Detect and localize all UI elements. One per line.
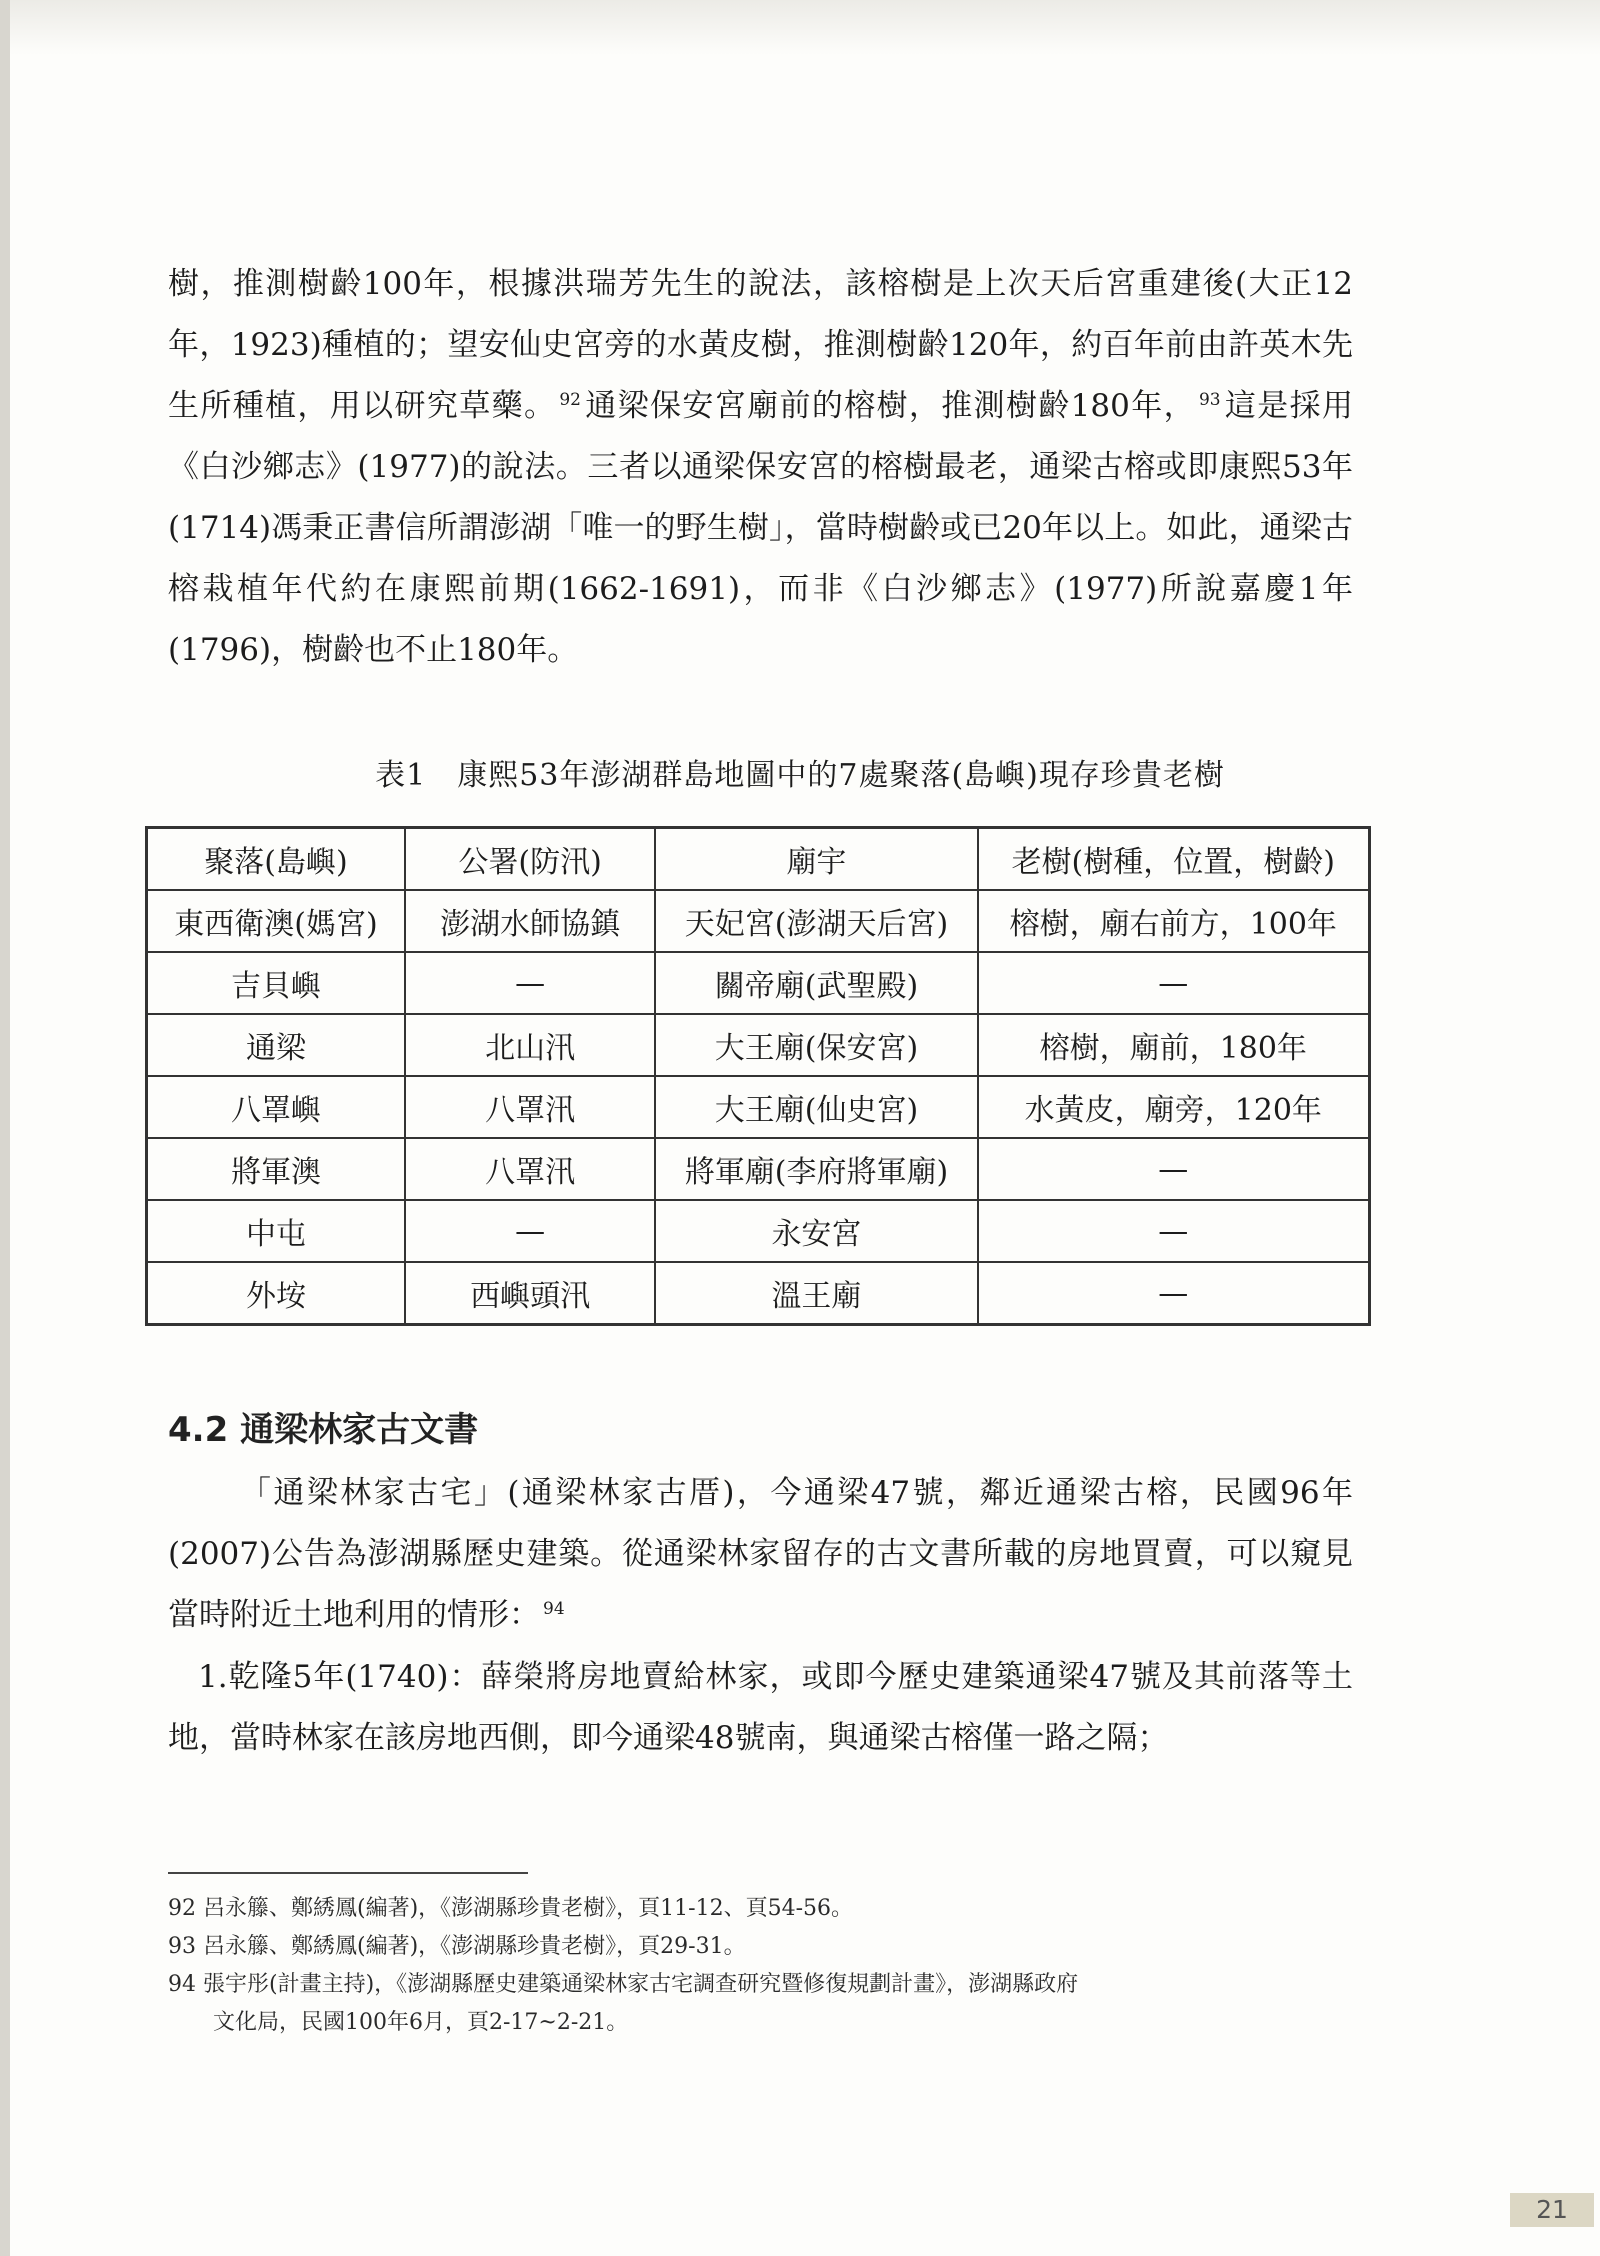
body-paragraph-3: 1.乾隆5年(1740)：薛榮將房地賣給林家，或即今歷史建築通梁47號及其前落等土地，當時林家在該房地西側，即今通梁48號南，與通梁古榕僅一路之隔； bbox=[168, 1659, 1353, 1756]
footnotes bbox=[168, 1890, 1353, 2042]
footnote-ref-94[interactable]: 94 bbox=[543, 1599, 565, 1619]
body-paragraph-2 bbox=[168, 1463, 1353, 1646]
paragraph-text: 通梁保安宮廟前的榕樹，推測樹齡180年， bbox=[583, 388, 1196, 424]
table-cell: — bbox=[405, 952, 655, 1014]
footnote-92: 92 呂永籐、鄭綉鳳(編著)，《澎湖縣珍貴老樹》，頁11-12、頁54-56。 bbox=[168, 1896, 853, 1921]
table-cell: 榕樹，廟右前方，100年 bbox=[978, 890, 1370, 952]
table-cell: — bbox=[978, 1138, 1370, 1200]
page-number: 21 bbox=[1510, 2193, 1594, 2227]
footnote-divider bbox=[168, 1872, 528, 1874]
footnote-94-continuation: 文化局，民國100年6月，頁2-17~2-21。 bbox=[213, 2010, 629, 2035]
table-cell: 大王廟(保安宮) bbox=[655, 1014, 977, 1076]
table-row bbox=[147, 1138, 1370, 1200]
table-cell: — bbox=[978, 1262, 1370, 1325]
paragraph-text: 這是採用《白沙鄉志》(1977)的說法。三者以通梁保安宮的榕樹最老，通梁古榕或即康熙53年(1714)馮秉正書信所謂澎湖「唯一的野生樹」，當時樹齡或已20年以上。如此，通梁古榕栽植年代約在康熙前期(1662-1691)，而非《白沙鄉志》(1977)所說嘉慶1年(1796)，樹齡也不止180年。 bbox=[168, 388, 1354, 668]
table-cell: 中屯 bbox=[147, 1200, 405, 1262]
table-row bbox=[147, 1014, 1370, 1076]
table-cell: 天妃宮(澎湖天后宮) bbox=[655, 890, 977, 952]
paragraph-text: 「通梁林家古宅」(通梁林家古厝)，今通梁47號，鄰近通梁古榕，民國96年(2007)公告為澎湖縣歷史建築。從通梁林家留存的古文書所載的房地買賣，可以窺見當時附近土地利用的情形： bbox=[168, 1475, 1353, 1633]
column-header: 聚落(島嶼) bbox=[147, 828, 405, 891]
body-paragraph-1 bbox=[168, 254, 1353, 681]
table-cell: 通梁 bbox=[147, 1014, 405, 1076]
table-row bbox=[147, 1262, 1370, 1325]
table-row bbox=[147, 1076, 1370, 1138]
page-binding-edge bbox=[0, 0, 10, 2256]
table-header-row bbox=[147, 828, 1370, 891]
table-cell: 澎湖水師協鎮 bbox=[405, 890, 655, 952]
table-cell: 外垵 bbox=[147, 1262, 405, 1325]
table-cell: 北山汛 bbox=[405, 1014, 655, 1076]
table-cell: 溫王廟 bbox=[655, 1262, 977, 1325]
table-cell: 大王廟(仙史宮) bbox=[655, 1076, 977, 1138]
table-cell: 吉貝嶼 bbox=[147, 952, 405, 1014]
section-heading: 4.2 通梁林家古文書 bbox=[168, 1410, 479, 1450]
footnote-94: 94 張宇彤(計畫主持)，《澎湖縣歷史建築通梁林家古宅調查研究暨修復規劃計畫》，澎湖縣政府 bbox=[168, 1972, 1079, 1997]
table-cell: 東西衛澳(媽宮) bbox=[147, 890, 405, 952]
table-cell: — bbox=[405, 1200, 655, 1262]
table-cell: 關帝廟(武聖殿) bbox=[655, 952, 977, 1014]
table-cell: 水黃皮，廟旁，120年 bbox=[978, 1076, 1370, 1138]
footnote-93: 93 呂永籐、鄭綉鳳(編著)，《澎湖縣珍貴老樹》，頁29-31。 bbox=[168, 1934, 746, 1959]
table-cell: 八罩汛 bbox=[405, 1076, 655, 1138]
scan-top-shadow bbox=[10, 0, 1600, 55]
column-header: 公署(防汛) bbox=[405, 828, 655, 891]
table-cell: — bbox=[978, 952, 1370, 1014]
table-row bbox=[147, 1200, 1370, 1262]
paragraph-text: 樹，推測樹齡100年，根據洪瑞芳先生的說法，該榕樹是上次天后宮重建後(大正12年，1923)種植的；望安仙史宮旁的水黃皮樹，推測樹齡120年，約百年前由許英木先生所種植，用以研究草藥。 bbox=[168, 266, 1353, 424]
table-row bbox=[147, 890, 1370, 952]
table-cell: 西嶼頭汛 bbox=[405, 1262, 655, 1325]
table-cell: 八罩汛 bbox=[405, 1138, 655, 1200]
table-row bbox=[147, 952, 1370, 1014]
old-trees-table bbox=[145, 826, 1371, 1326]
footnote-ref-93[interactable]: 93 bbox=[1198, 390, 1221, 410]
table-cell: 榕樹，廟前，180年 bbox=[978, 1014, 1370, 1076]
table-cell: 八罩嶼 bbox=[147, 1076, 405, 1138]
table-cell: 將軍澳 bbox=[147, 1138, 405, 1200]
table-cell: — bbox=[978, 1200, 1370, 1262]
footnote-ref-92[interactable]: 92 bbox=[559, 390, 581, 410]
column-header: 廟宇 bbox=[655, 828, 977, 891]
table-cell: 永安宮 bbox=[655, 1200, 977, 1262]
table-caption: 表1 康熙53年澎湖群島地圖中的7處聚落(島嶼)現存珍貴老樹 bbox=[375, 758, 1225, 793]
table-cell: 將軍廟(李府將軍廟) bbox=[655, 1138, 977, 1200]
column-header: 老樹(樹種，位置，樹齡) bbox=[978, 828, 1370, 891]
